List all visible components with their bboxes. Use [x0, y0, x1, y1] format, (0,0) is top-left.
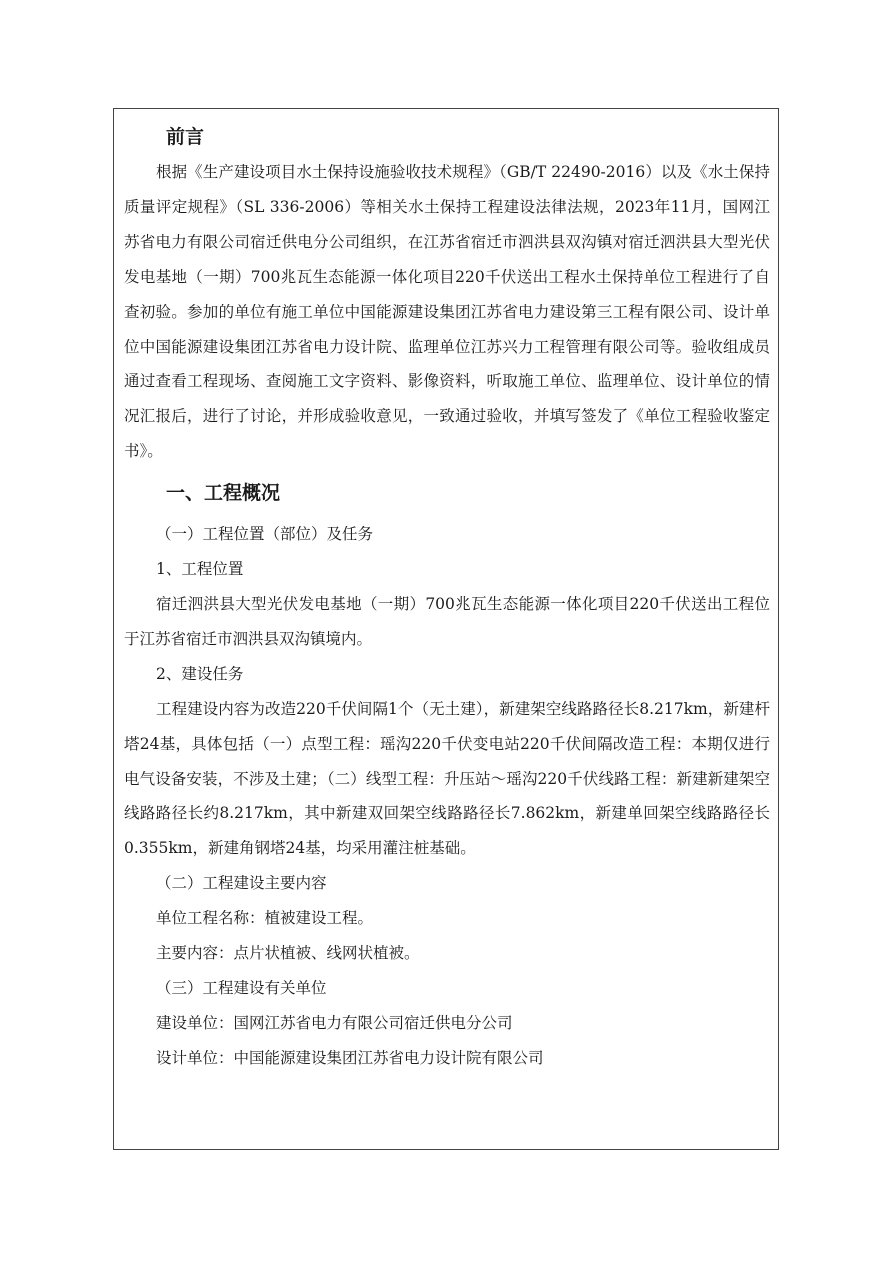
builder-unit: 建设单位：国网江苏省电力有限公司宿迁供电分公司: [156, 1013, 513, 1032]
designer-unit: 设计单位：中国能源建设集团江苏省电力设计院有限公司: [156, 1048, 544, 1067]
section1-title: 一、工程概况: [166, 482, 281, 505]
sub2-title: （二）工程建设主要内容: [156, 874, 327, 893]
location-title: 1、工程位置: [156, 560, 244, 579]
sub1-title: （一）工程位置（部位）及任务: [156, 525, 374, 544]
task-title: 2、建设任务: [156, 664, 244, 683]
unit-name: 单位工程名称：植被建设工程。: [156, 909, 374, 928]
preface-body: 根据《生产建设项目水土保持设施验收技术规程》（GB/T 22490-2016）以及《水土保持质量评定规程》（SL 336-2006）等相关水土保持工程建设法律法规，2023年11月，国网江苏省电力有限公司宿迁供电分公司组织，在江苏省宿迁市泗洪县双沟镇对宿迁泗洪县大型光伏发电基地（一期）700兆瓦生态能源一体化项目220千伏送出工程水土保持单位工程进行了自查初验。参加的单位有施工单位中国能源建设集团江苏省电力建设第三工程有限公司、设计单位中国能源建设集团江苏省电力设计院、监理单位江苏兴力工程管理有限公司等。验收组成员通过查看工程现场、查阅施工文字资料、影像资料，听取施工单位、监理单位、设计单位的情况汇报后，进行了讨论，并形成验收意见，一致通过验收，并填写签发了《单位工程验收鉴定书》。: [124, 163, 770, 461]
sub3-title: （三）工程建设有关单位: [156, 978, 327, 997]
preface-title: 前言: [166, 126, 205, 148]
document-frame: [113, 108, 779, 1150]
task-body: 工程建设内容为改造220千伏间隔1个（无土建），新建架空线路路径长8.217km，新建杆塔24基，具体包括（一）点型工程：瑶沟220千伏变电站220千伏间隔改造工程：本期仅进行电气设备安装，不涉及土建；（二）线型工程：升压站～瑶沟220千伏线路工程：新建新建架空线路路径长约8.217km，其中新建双回架空线路路径长7.862km，新建单回架空线路路径长0.355km，新建角钢塔24基，均采用灌注桩基础。: [124, 699, 770, 858]
document-content: [124, 119, 770, 1076]
location-body: 宿迁泗洪县大型光伏发电基地（一期）700兆瓦生态能源一体化项目220千伏送出工程位于江苏省宿迁市泗洪县双沟镇境内。: [124, 594, 770, 648]
main-content: 主要内容：点片状植被、线网状植被。: [156, 944, 420, 963]
